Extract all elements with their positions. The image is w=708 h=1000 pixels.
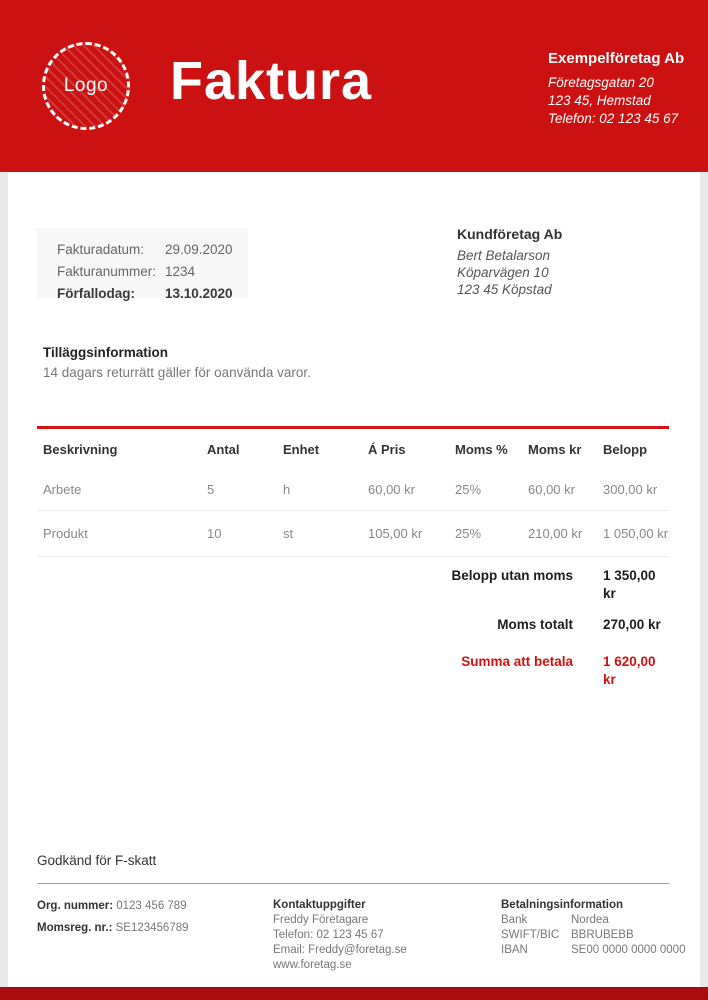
item-unit-price: 60,00 kr	[368, 482, 415, 497]
vat-total-value: 270,00 kr	[603, 617, 661, 632]
col-header-description: Beskrivning	[43, 441, 118, 457]
company-name: Exempelföretag Ab	[548, 50, 685, 67]
invoice-number-value: 1234	[165, 264, 196, 279]
item-vat-amount: 60,00 kr	[528, 482, 575, 497]
payment-title: Betalningsinformation	[501, 899, 624, 911]
invoice-body	[8, 172, 700, 987]
invoice-meta-box	[37, 228, 248, 301]
customer-name: Kundföretag Ab	[457, 226, 563, 242]
invoice-header	[0, 0, 708, 172]
org-number-row	[37, 900, 189, 912]
grand-total-label: Summa att betala	[461, 654, 573, 669]
bottom-accent-bar	[0, 987, 708, 1000]
invoice-number-row	[57, 261, 248, 283]
totals-block	[37, 567, 669, 702]
subtotal-row	[37, 567, 669, 603]
customer-street: Köparvägen 10	[457, 265, 549, 280]
logo-badge	[42, 42, 130, 130]
invoice-date-value: 29.09.2020	[165, 242, 233, 257]
item-vat-amount: 210,00 kr	[528, 526, 583, 541]
item-amount: 1 050,00 kr	[603, 526, 669, 541]
item-quantity: 5	[207, 482, 215, 497]
item-unit: h	[283, 482, 291, 497]
additional-info-text: 14 dagars returrätt gäller för oanvända varor.	[43, 365, 311, 380]
bank-value: Nordea	[571, 914, 609, 926]
footer-registration-column	[37, 900, 189, 944]
contact-email: Email: Freddy@foretag.se	[273, 944, 407, 956]
contact-website: www.foretag.se	[273, 959, 352, 971]
due-date-label: Förfallodag:	[57, 286, 135, 301]
vat-reg-label: Momsreg. nr.:	[37, 922, 113, 934]
line-items-table	[37, 426, 669, 557]
item-description: Arbete	[43, 482, 82, 497]
bank-row	[501, 913, 685, 928]
logo-label: Logo	[63, 75, 109, 96]
invoice-date-label: Fakturadatum:	[57, 242, 145, 257]
due-date-value: 13.10.2020	[165, 286, 233, 301]
org-number-label: Org. nummer:	[37, 900, 114, 912]
org-number-value: 0123 456 789	[116, 900, 187, 912]
contact-person: Freddy Företagare	[273, 914, 369, 926]
bank-label: Bank	[501, 914, 528, 926]
customer-city: 123 45 Köpstad	[457, 282, 552, 297]
subtotal-value: 1 350,00 kr	[603, 568, 656, 601]
page-title: Faktura	[170, 51, 373, 111]
col-header-vat-amount: Moms kr	[528, 441, 582, 457]
swift-value: BBRUBEBB	[571, 929, 634, 941]
col-header-amount: Belopp	[603, 441, 648, 457]
vat-total-label: Moms totalt	[497, 617, 573, 632]
invoice-date-row	[57, 239, 248, 261]
footer-divider	[37, 883, 669, 884]
table-header-row	[37, 429, 669, 469]
item-description: Produkt	[43, 526, 88, 541]
item-quantity: 10	[207, 526, 222, 541]
footer-contact-column	[273, 898, 407, 973]
swift-row	[501, 928, 685, 943]
item-vat-percent: 25%	[455, 482, 482, 497]
company-block	[548, 50, 684, 128]
item-unit: st	[283, 526, 294, 541]
additional-info-block	[43, 345, 311, 380]
vat-reg-row	[37, 922, 189, 934]
company-address-line: 123 45, Hemstad	[548, 93, 651, 108]
contact-phone: Telefon: 02 123 45 67	[273, 929, 384, 941]
item-vat-percent: 25%	[455, 526, 482, 541]
company-address-line: Företagsgatan 20	[548, 75, 654, 90]
col-header-quantity: Antal	[207, 441, 240, 457]
vat-total-row	[37, 616, 669, 634]
col-header-unit-price: Á Pris	[368, 441, 406, 457]
col-header-vat-percent: Moms %	[455, 441, 508, 457]
swift-label: SWIFT/BIC	[501, 929, 560, 941]
iban-row	[501, 943, 685, 958]
contact-title: Kontaktuppgifter	[273, 899, 366, 911]
vat-reg-value: SE123456789	[115, 922, 189, 934]
table-row	[37, 511, 669, 557]
grand-total-row	[37, 653, 669, 689]
customer-block	[457, 226, 562, 298]
col-header-unit: Enhet	[283, 441, 320, 457]
table-row	[37, 469, 669, 511]
f-skatt-note: Godkänd för F-skatt	[37, 853, 157, 868]
item-unit-price: 105,00 kr	[368, 526, 423, 541]
iban-value: SE00 0000 0000 0000	[571, 944, 686, 956]
grand-total-value: 1 620,00 kr	[603, 654, 656, 687]
footer-payment-column	[501, 898, 685, 958]
customer-contact-person: Bert Betalarson	[457, 248, 551, 263]
company-phone-line: Telefon: 02 123 45 67	[548, 111, 679, 126]
due-date-row	[57, 283, 248, 305]
additional-info-title: Tilläggsinformation	[43, 345, 169, 360]
invoice-number-label: Fakturanummer:	[57, 264, 157, 279]
iban-label: IBAN	[501, 944, 528, 956]
item-amount: 300,00 kr	[603, 482, 658, 497]
subtotal-label: Belopp utan moms	[451, 568, 573, 583]
